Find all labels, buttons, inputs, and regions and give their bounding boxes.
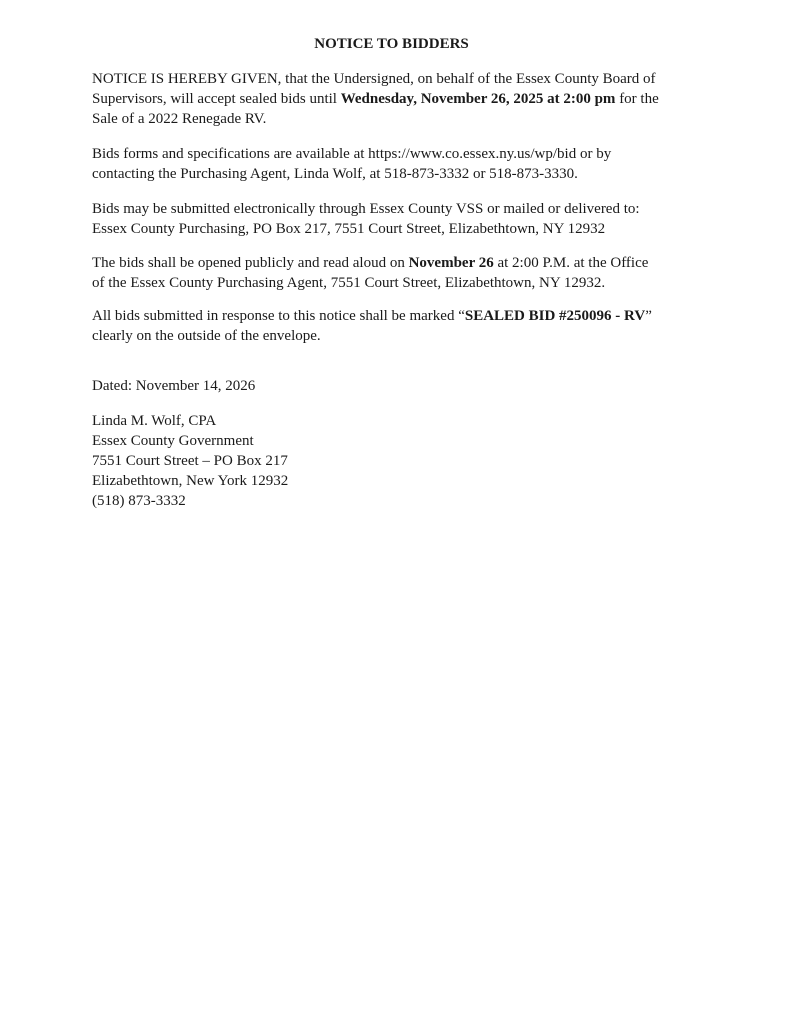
sealed-bid-label: SEALED BID #250096 - RV [464,308,646,324]
intro-line-3: Sale of a 2022 Renegade RV. [92,111,267,127]
opening-line-2: of the Essex County Purchasing Agent, 7551 Court Street, Elizabethtown, NY 12932. [92,275,606,291]
notice-paragraph-submission [92,199,702,239]
notice-paragraph-marking [92,306,702,346]
intro-line-2-end: for the [615,91,659,107]
signer-address-city: Elizabethtown, New York 12932 [92,473,289,489]
marking-line-1-end: ” [645,308,652,324]
bid-deadline: Wednesday, November 26, 2025 at 2:00 pm [340,91,616,107]
forms-line-1: Bids forms and specifications are available at https://www.co.essex.ny.us/wp/bid or by [92,146,612,162]
signer-address-street: 7551 Court Street – PO Box 217 [92,453,288,469]
opening-date: November 26 [408,255,494,271]
marking-line-1-text: All bids submitted in response to this notice shall be marked “ [92,308,465,324]
forms-line-2: contacting the Purchasing Agent, Linda Wolf, at 518-873-3332 or 518-873-3330. [92,166,578,182]
notice-title: NOTICE TO BIDDERS [314,36,469,52]
intro-line-2-text: Supervisors, will accept sealed bids until [92,91,341,107]
opening-line-1 [92,253,702,273]
signature-block [92,411,702,511]
notice-paragraph-intro [92,69,702,129]
signer-name: Linda M. Wolf, CPA [92,413,217,429]
notice-paragraph-opening [92,253,702,293]
intro-line-2 [92,89,702,109]
signer-organization: Essex County Government [92,433,254,449]
signer-phone: (518) 873-3332 [92,493,186,509]
opening-line-1-end: at 2:00 P.M. at the Office [493,255,649,271]
notice-paragraph-forms [92,144,702,184]
dated-line: Dated: November 14, 2026 [92,378,256,394]
submission-line-1: Bids may be submitted electronically through Essex County VSS or mailed or delivered to: [92,201,640,217]
opening-line-1-text: The bids shall be opened publicly and read aloud on [92,255,409,271]
intro-line-1: NOTICE IS HEREBY GIVEN, that the Undersigned, on behalf of the Essex County Board of [92,71,656,87]
submission-line-2: Essex County Purchasing, PO Box 217, 7551 Court Street, Elizabethtown, NY 12932 [92,221,606,237]
marking-line-1 [92,306,702,326]
marking-line-2: clearly on the outside of the envelope. [92,328,321,344]
